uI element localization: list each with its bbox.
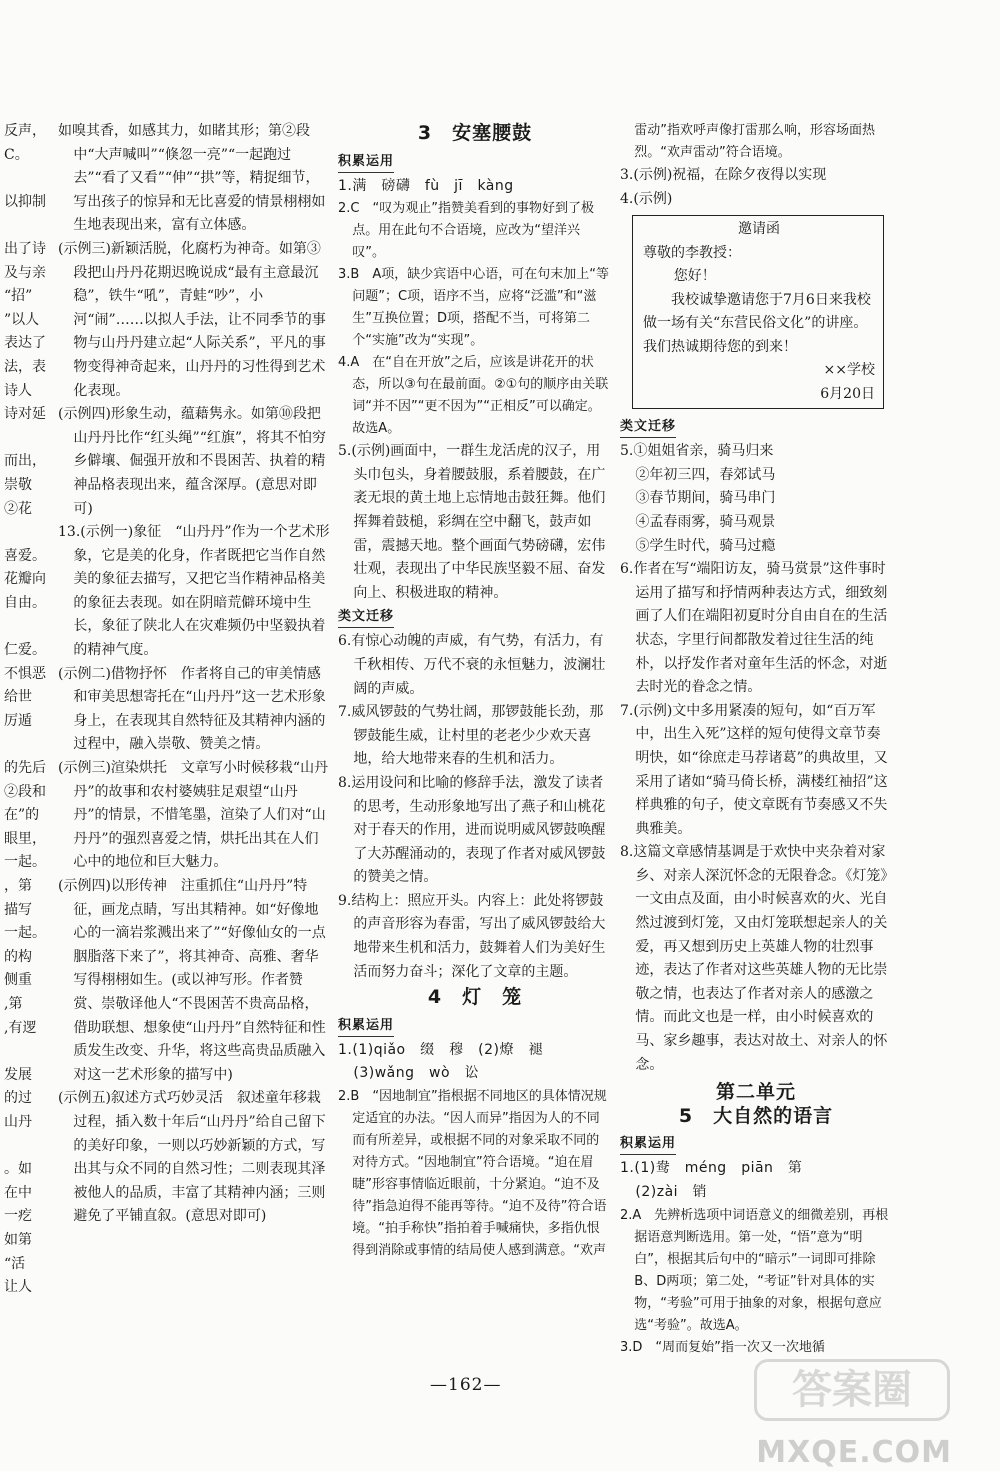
letter-addressee: 尊敬的李教授：	[643, 244, 741, 261]
edge-fragment: 描写	[4, 901, 32, 918]
letter-greeting: 您好！	[673, 268, 716, 285]
edge-fragment: 山丹	[4, 1113, 32, 1130]
edge-fragment: 不惧恶	[4, 665, 46, 682]
edge-fragment: 。如	[4, 1161, 32, 1178]
edge-fragment: 自由。	[4, 594, 46, 611]
answer-sub-item: ③春节期间，骑马串门	[635, 490, 776, 507]
edge-fragment: 让人	[4, 1279, 32, 1296]
lesson4-answer-1a: 1.(1)qiǎo 缀 穆 (2)燎 褪	[338, 1041, 543, 1058]
edge-fragment: 反声，	[4, 123, 46, 139]
edge-fragment: 的构	[4, 948, 32, 965]
lesson5-answer-3: 3.D “周而复始”指一次又一次地循	[620, 1339, 825, 1355]
edge-fragment: 侧重	[4, 972, 32, 989]
edge-fragment: 仁爱。	[4, 642, 46, 659]
lesson4-answer-1b: (3)wǎng wò 讼	[353, 1065, 480, 1082]
answer-item: 8.运用设问和比喻的修辞手法，激发了读者的思考，生动形象地写出了燕子和山桃花对于春天的作用，进而说明威风锣鼓唤醒了大苏醒涌动的，表现了作者对威风锣鼓的赞美之情。	[338, 774, 606, 886]
page-number: —162—	[430, 1375, 502, 1395]
answer-item: 2.C “叹为观止”指赞美看到的事物好到了极点。用在此句不合语境，应改为“望洋兴叹”。	[338, 201, 594, 261]
edge-fragment: 表达了	[4, 335, 46, 352]
edge-fragment: 及与亲	[4, 264, 46, 281]
unit-2-title: 第二单元	[715, 1081, 796, 1104]
answer-item: 9.结构上：照应开头。内容上：此处将锣鼓的声音形容为春雷，写出了威风锣鼓给大地带来生机和活力，鼓舞着人们为美好生活而努力奋斗；深化了文章的主题。	[338, 892, 606, 980]
edge-fragment: ②花	[4, 500, 32, 517]
watermark-badge: 答案圈	[754, 1359, 950, 1421]
lesson5-answer-2: 2.A 先辨析选项中词语意义的细微差别，再根据语意判断选用。第一处，“悟”意为“明白”，根据其后句中的“暗示”一词即可排除B、D两项；第二处，“考证”针对具体的实物，“考验”可用于抽象的对象，根据句意应选“考验”。故选A。	[620, 1207, 889, 1333]
answer-3: 3.(示例)祝福，在除夕夜得以实现	[620, 167, 827, 183]
answer-4: 4.(示例)	[620, 190, 673, 207]
answer-5: 5.①姐姐省亲，骑马归来	[620, 443, 774, 460]
lesson-3-title: 3 安塞腰鼓	[417, 122, 533, 144]
section-heading-leiwen-3: 类文迁移	[620, 417, 676, 438]
section-heading-jilei: 积累运用	[338, 152, 394, 173]
edge-fragment: “招”	[4, 288, 33, 305]
answer-item: 3.B A项，缺少宾语中心语，可在句末加上“等问题”；C项，语序不当，应将“泛滥”和“滋生”互换位置；D项，搭配不当，可将第二个“实施”改为“实现”。	[338, 267, 609, 349]
answer-item: 6.有惊心动魄的声威，有气势，有活力，有千秋相传、万代不衰的永恒魅力，波澜壮阔的声威。	[338, 633, 606, 697]
edge-fragment: ”以人	[4, 311, 40, 328]
answer-item: 4.A 在“自在开放”之后，应该是讲花开的状态，所以③句在最前面。②①句的顺序由关联词“并不因”“更不因为”“正相反”可以确定。故选A。	[338, 355, 609, 437]
edge-fragment: ,有逻	[4, 1019, 37, 1036]
edge-fragment: ②段和	[4, 783, 46, 800]
edge-fragment: 厉遁	[4, 712, 32, 729]
edge-fragment: 如第	[4, 1231, 32, 1248]
answer-paragraph: (示例五)叙述方式巧妙灵活 叙述童年移栽过程，插入数十年后“山丹丹”给自己留下的美好印象，一则以巧妙新颖的方式，写出其与众不同的自然习性；二则表现其泽被他人的品质，丰富了其精神内涵；三则避免了平铺直叙。(意思对即可)	[58, 1090, 326, 1225]
answer-paragraph: (示例三)渲染烘托 文章写小时候移栽“山丹丹”的故事和农村婆姨驻足艰望“山丹丹”的情景，不惜笔墨，渲染了人们对“山丹丹”的强烈喜爱之情，烘托出其在人们心中的地位和巨大魅力。	[58, 760, 329, 871]
answer-paragraph: (示例四)以形传神 注重抓住“山丹丹”特征，画龙点睛，写出其精神。如“好像地心的一滴岩浆溅出来了”“好像仙女的一点胭脂落下来了”，将其神奇、高雅、奢华写得栩栩如生。(或以神写形。作者赞赏、崇敬译他人“不畏困苦不贵高品格，借助联想、想象使“山丹丹”自然特征和性质发生改变、升华，将这些高贵品质融入对这一艺术形象的描写中)	[58, 878, 326, 1083]
answer-item: 5.(示例)画面中，一群生龙活虎的汉子，用头巾包头，身着腰鼓服，系着腰鼓，在广袤无垠的黄土地上忘情地击鼓狂舞。他们挥舞着鼓槌，彩绸在空中翻飞，鼓声如雷，震撼天地。整个画面气势磅礴，宏伟壮观，表现出了中华民族坚毅不屈、奋发向上、积极进取的精神。	[338, 443, 606, 601]
edge-fragment: 诗对延	[4, 406, 46, 423]
edge-fragment: 法，表	[4, 358, 46, 375]
edge-fragment: 喜爱。	[4, 547, 46, 564]
edge-fragment: 在中	[4, 1184, 32, 1201]
watermark-logo	[750, 1355, 960, 1471]
answer-paragraph: (示例四)形象生动，蕴藉隽永。如第⑩段把山丹丹比作“红头绳”“红旗”，将其不怕穷乡僻壤、倔强开放和不畏困苦、执着的精神品格表现出来，蕴含深厚。(意思对即可)	[58, 406, 327, 517]
answer-paragraph: (示例三)新颖活脱，化腐朽为神奇。如第③段把山丹丹花期迟晚说成“最有主意最沉稳”，铁牛“吼”，青蛙“吵”，小河“闹”……以拟人手法，让不同季节的事物与山丹丹建立起“人际关系”，平凡的事物变得神奇起来，山丹丹的习性得到艺术化表现。	[58, 240, 326, 399]
column-1	[58, 120, 330, 1229]
edge-fragment: 出了诗	[4, 240, 46, 257]
edge-fragment: 的过	[4, 1090, 32, 1107]
letter-signer: ××学校	[823, 362, 875, 379]
answer-sub-item: ④孟春雨雾，骑马观景	[635, 513, 776, 530]
edge-fragment: 诗人	[4, 382, 32, 399]
edge-fragment: 一起。	[4, 854, 46, 871]
section-heading-jilei-2: 积累运用	[338, 1016, 394, 1037]
edge-fragment: ,第	[4, 995, 23, 1012]
letter-body: 我校诚挚邀请您于7月6日来我校做一场有关“东营民俗文化”的讲座。我们热诚期待您的到来！	[643, 291, 871, 355]
section-heading-jilei-3: 积累运用	[620, 1134, 676, 1155]
edge-fragment: 花瓣向	[4, 571, 46, 588]
section-heading-leiwen: 类文迁移	[338, 607, 394, 628]
edge-fragment: 在”的	[4, 807, 40, 824]
edge-fragment: 一疙	[4, 1208, 32, 1225]
edge-fragment: 崇敬	[4, 476, 32, 493]
answer-1-pinyin: 1.满 磅礴 fù jī kàng	[338, 177, 514, 194]
answer-paragraph: 如嗅其香，如感其力，如睹其形；第②段中“大声喊叫”“倏忽一亮”“一起跑过去”“看了又看”“伸”“拱”等，精捉细节，写出孩子的惊异和无比喜爱的情景栩栩如生地表现出来，富有立体感。	[58, 123, 326, 234]
answer-paragraph: (示例二)借物抒怀 作者将自己的审美情感和审美思想寄托在“山丹丹”这一艺术形象身上，在表现其自然特征及其精神内涵的过程中，融入崇敬、赞美之情。	[58, 665, 326, 753]
answer-item: 7.威风锣鼓的气势壮阔，那锣鼓能长劲，那锣鼓能生威，让村里的老老少少欢天喜地，给大地带来春的生机和活力。	[338, 704, 604, 768]
watermark-url: MXQE.COM	[756, 1435, 952, 1471]
lesson4-answer-2: 2.B “因地制宜”指根据不同地区的具体情况规定适宜的办法。“因人而异”指因为人的不同而有所差异，或根据不同的对象采取不同的对待方式。“因地制宜”符合语境。“迫在眉睫”形容事情临近眼前，十分紧迫。“迫不及待”指急迫得不能再等待。“迫不及待”符合语境。“拍手称快”指拍着手喊痛快，多指仇恨得到消除或事情的结局使人感到满意。“欢声	[338, 1089, 607, 1259]
edge-fragment: 发展	[4, 1066, 32, 1083]
continued-answer: 雷动”指欢呼声像打雷那么响，形容场面热烈。“欢声雷动”符合语境。	[634, 123, 876, 160]
edge-fragment: 眼里，	[4, 830, 46, 847]
letter-date: 6月20日	[820, 385, 875, 402]
lesson5-answer-1a: 1.(1)鸯 méng piān 第	[620, 1160, 803, 1177]
edge-fragment: ，第	[4, 878, 32, 894]
answer-item: 8.这篇文章感情基调是于欢快中夹杂着对家乡、对亲人深沉怀念的无限眷念。《灯笼》一文由点及面，由小时候喜欢的火、光自然过渡到灯笼，又由灯笼联想起亲人的关爱，再又想到历史上英雄人物的壮烈事迹，表达了作者对这些英雄人物的无比崇敬之情，也表达了作者对亲人的感激之情。而此文也是一样，由小时候喜欢的马、家乡趣事，表达对故土、对亲人的怀念。	[620, 844, 888, 1073]
edge-fragment: 的先后	[4, 760, 46, 777]
answer-sub-item: ⑤学生时代，骑马过瘾	[635, 537, 776, 554]
lesson-4-title: 4 灯 笼	[427, 986, 523, 1009]
answer-item: 6.作者在写“端阳访友，骑马赏景”这件事时运用了描写和抒情两种表达方式，细致刻画了人们在端阳初夏时分自由自在的生活状态，字里行间都散发着过往生活的纯朴，以抒发作者对童年生活的怀念，对逝去时光的眷念之情。	[620, 561, 888, 696]
edge-fragment: C。	[4, 146, 29, 163]
column-2	[338, 120, 612, 1262]
edge-fragment: 而出，	[4, 453, 46, 470]
edge-fragment: 给世	[4, 689, 32, 706]
answer-sub-item: ②年初三四，春郊试马	[635, 466, 776, 483]
left-edge-fragments	[0, 120, 46, 1300]
lesson-5-title: 5 大自然的语言	[678, 1104, 834, 1127]
column-3	[620, 120, 892, 1359]
edge-fragment: 以抑制	[4, 193, 46, 210]
answer-paragraph: 13.(示例一)象征 “山丹丹”作为一个艺术形象，它是美的化身，作者既把它当作自然美的象征去描写，又把它当作精神品格美的象征去表现。如在阴暗荒僻环境中生长，象征了陕北人在灾难频仍中坚毅执着的精神气度。	[58, 524, 330, 659]
edge-fragment: 一起。	[4, 925, 46, 942]
answer-item: 7.(示例)文中多用紧凑的短句，如“百万军中，出生入死”这样的短句使得文章节奏明快，如“徐庶走马荐诸葛”的典故里，又采用了诸如“骑马倚长桥，满楼红袖招”这样典雅的句子，使文章既有节奏感又不失典雅美。	[620, 702, 888, 837]
edge-fragment: “活	[4, 1255, 26, 1272]
invitation-letter-box	[632, 215, 884, 409]
letter-title: 邀请函	[738, 221, 780, 238]
lesson5-answer-1b: (2)zài 销	[635, 1184, 708, 1200]
